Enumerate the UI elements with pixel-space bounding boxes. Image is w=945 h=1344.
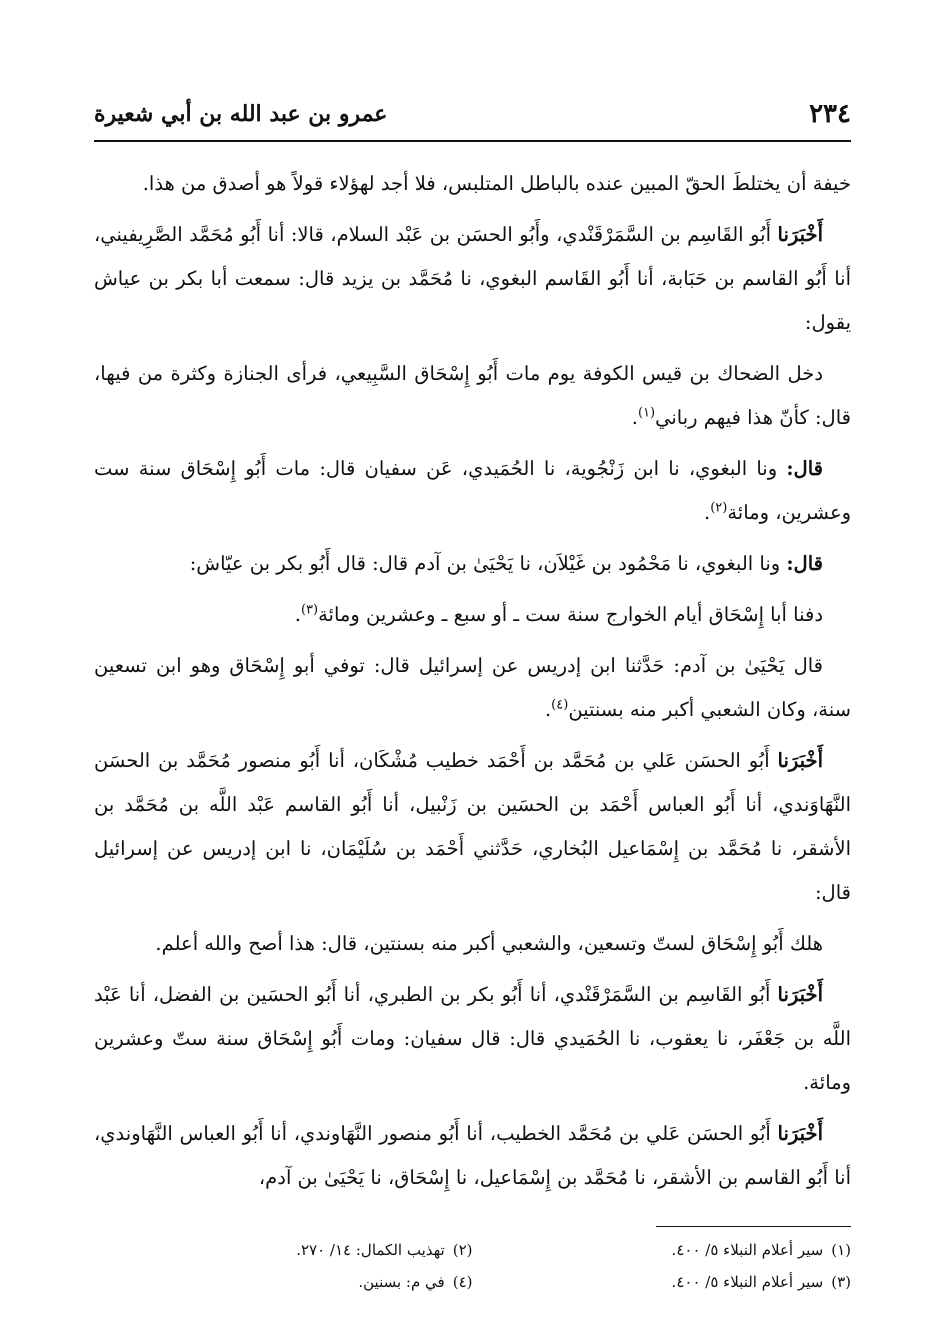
footnote-number: (٣)	[831, 1273, 851, 1291]
footnote	[94, 1236, 473, 1264]
footnote-ref: (٣)	[300, 602, 319, 618]
footnote-text: تهذيب الكمال: ١٤/ ٢٧٠.	[296, 1241, 445, 1259]
paragraph: قال: ونا البغوي، نا ابن زَنْجُوية، نا الحُمَيدي، عَن سفيان قال: مات أَبُو إِسْحَاق سنة ست وعشرين، ومائة$^{(٢)}$.	[94, 457, 851, 524]
footnotes	[94, 1236, 851, 1296]
footnote	[473, 1236, 852, 1264]
paragraph: دخل الضحاك بن قيس الكوفة يوم مات أَبُو إِسْحَاق السَّبِيعي، فرأى الجنازة وكثرة من فيها، قال: كأنّ هذا فيهم رباني$^{(١)}$.	[94, 362, 851, 429]
lead-word: قال:	[786, 552, 823, 575]
paragraph	[94, 973, 851, 1105]
paragraph-text: خيفة أن يختلطَ الحقّ المبين عنده بالباطل المتلبس، فلا أجد لهؤلاء قولاً هو أصدق من هذا.	[142, 172, 851, 195]
paragraph	[94, 213, 851, 345]
paragraph-text: أَبُو القَاسِم بن السَّمَرْقَنْدي، أنا أَبُو بكر بن الطبري، أنا أَبُو الحسَين بن الفضل، أنا عَبْد اللَّه بن جَعْفَر، نا يعقوب، نا الحُمَيدي قال: قال سفيان: ومات أَبُو إِسْحَاق سنة ستّ وعشرين ومائة.	[94, 983, 851, 1094]
footnote-text: سير أعلام النبلاء ٥/ ٤٠٠.	[671, 1241, 824, 1259]
footnote-ref: (١)	[637, 405, 656, 421]
footnote-number: (١)	[831, 1241, 851, 1259]
paragraph-text: دفنا أبا إِسْحَاق أيام الخوارج سنة ست ـ أو سبع ـ وعشرين ومائة	[318, 603, 823, 626]
paragraph-text: أَبُو الحسَن عَلي بن مُحَمَّد بن أَحْمَد خطيب مُشْكَان، أنا أَبُو منصور مُحَمَّد بن الحسَن النَّهَاوَندي، أنا أَبُو العباس أَحْمَد بن الحسَين بن زَنْبيل، أنا أَبُو القاسم عَبْد اللَّه بن مُحَمَّد بن الأشقر، نا مُحَمَّد بن إِسْمَاعيل البُخاري، حَدَّثني أَحْمَد بن سُلَيْمَان، نا ابن إدريس عن إسرائيل قال:	[94, 749, 851, 904]
paragraph-text: ونا البغوي، نا مَحْمُود بن غَيْلاَن، نا يَحْيَىٰ بن آدم قال: قال أَبُو بكر بن عيّاش:	[189, 552, 787, 575]
footnote-rule	[656, 1226, 851, 1227]
footnote-ref: (٤)	[551, 697, 569, 713]
paragraph: دفنا أبا إِسْحَاق أيام الخوارج سنة ست ـ أو سبع ـ وعشرين ومائة$^{(٣)}$.	[294, 602, 823, 626]
paragraph	[94, 542, 851, 586]
paragraph-text: دخل الضحاك بن قيس الكوفة يوم مات أَبُو إِسْحَاق السَّبِيعي، فرأى الجنازة وكثرة من فيها، قال: كأنّ هذا فيهم رباني	[94, 362, 851, 429]
paragraph	[94, 1112, 851, 1200]
lead-word: أَخْبَرَنا	[777, 1122, 823, 1145]
footnote-text: في م: بسنين.	[358, 1273, 445, 1291]
paragraph	[94, 922, 851, 966]
footnote	[94, 1268, 473, 1296]
header-rule	[94, 140, 851, 142]
footnote-number: (٤)	[452, 1273, 473, 1291]
page-number: ٢٣٤	[809, 99, 851, 129]
footnote-ref: (٢)	[710, 500, 728, 516]
paragraph: قال يَحْيَىٰ بن آدم: حَدَّثنا ابن إدريس عن إسرائيل قال: توفي أبو إِسْحَاق وهو ابن تسعين سنة، وكان الشعبي أكبر منه بسنتين$^{(٤)}$.	[94, 654, 851, 721]
footnote	[473, 1268, 852, 1296]
paragraph	[94, 162, 851, 206]
paragraph-text: هلك أَبُو إِسْحَاق لستّ وتسعين، والشعبي أكبر منه بسنتين، قال: هذا أصح والله أعلم.	[155, 932, 823, 955]
paragraph	[94, 739, 851, 915]
lead-word: قال:	[786, 457, 823, 480]
paragraph-text: أَبُو القَاسِم بن السَّمَرْقَنْدي، وأَبُو الحسَن بن عَبْد السلام، قالا: أنا أَبُو مُحَمَّد الصَّرِيفيني، أنا أَبُو القاسم بن حَبَابة، أنا أَبُو القَاسم البغوي، نا مُحَمَّد بن يزيد قال: سمعت أبا بكر بن عياش يقول:	[94, 223, 851, 334]
footnote-number: (٢)	[452, 1241, 473, 1259]
lead-word: أَخْبَرَنا	[777, 983, 823, 1006]
paragraph-text: قال يَحْيَىٰ بن آدم: حَدَّثنا ابن إدريس عن إسرائيل قال: توفي أبو إِسْحَاق وهو ابن تسعين سنة، وكان الشعبي أكبر منه بسنتين	[94, 654, 851, 721]
lead-word: أَخْبَرَنا	[777, 749, 823, 772]
paragraph-text: أَبُو الحسَن عَلي بن مُحَمَّد الخطيب، أنا أَبُو منصور النَّهَاوندي، أنا أَبُو العباس النَّهَاوندي، أنا أَبُو القاسم بن الأشقر، نا مُحَمَّد بن إِسْمَاعيل، نا إِسْحَاق، نا يَحْيَىٰ بن آدم،	[94, 1122, 851, 1189]
paragraph-text: ونا البغوي، نا ابن زَنْجُوية، نا الحُمَيدي، عَن سفيان قال: مات أَبُو إِسْحَاق سنة ست وعشرين، ومائة	[94, 457, 851, 524]
lead-word: أَخْبَرَنا	[777, 223, 823, 246]
page-header	[94, 92, 851, 136]
footnote-text: سير أعلام النبلاء ٥/ ٤٠٠.	[671, 1273, 824, 1291]
body-text	[94, 162, 851, 1207]
running-title: عمرو بن عبد الله بن أبي شعيرة	[94, 101, 388, 127]
